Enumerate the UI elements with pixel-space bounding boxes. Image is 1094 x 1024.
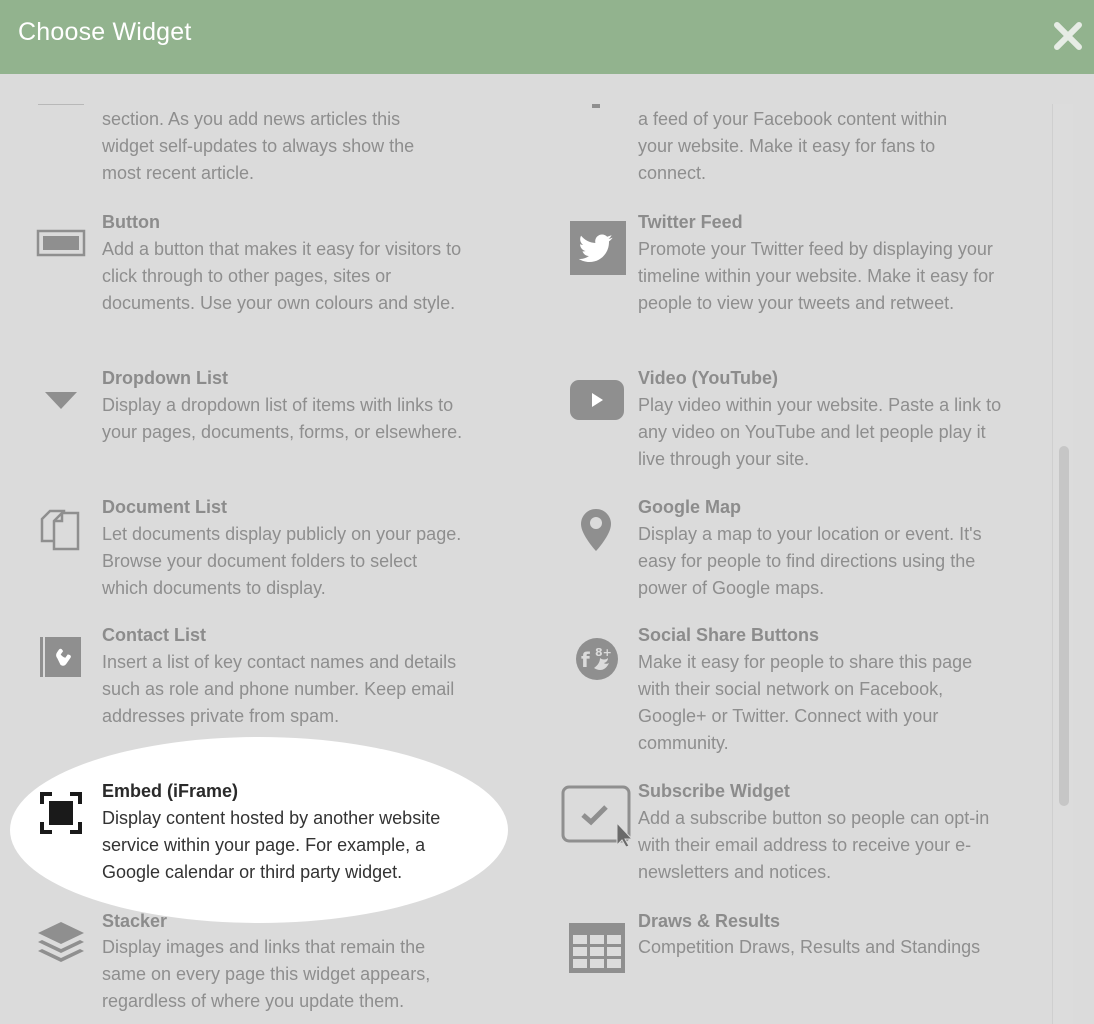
social-share-icon [574,636,630,692]
widget-title: Button [102,212,160,232]
widget-desc: a feed of your Facebook content within your website. Make it easy for fans to connect. [638,109,948,183]
widget-title: Google Map [638,497,741,517]
widget-title: Stacker [102,911,168,931]
widget-desc: Make it easy for people to share this page with their social network on Facebook, Google+ or Twitter. Connect with your community. [638,652,973,753]
contact-book-icon [40,636,96,692]
widget-desc: section. As you add news articles this widget self-updates to always show the most recent article. [102,109,415,183]
widget-title: Social Share Buttons [638,625,820,645]
dialog-header [0,0,1094,74]
widget-desc: Play video within your website. Paste a link to any video on YouTube and let people play it live through your site. [638,395,1002,469]
scrollbar-thumb[interactable] [1059,446,1069,806]
widget-title: Document List [102,497,228,517]
grid-table-icon [568,922,624,978]
widget-title: Embed (iFrame) [102,781,239,801]
widget-title: Draws & Results [638,911,781,931]
widget-desc: Add a button that makes it easy for visitors to click through to other pages, sites or documents. Use your own colours and style. [102,239,462,313]
widget-title: Twitter Feed [638,212,743,232]
documents-icon [40,505,96,561]
widget-desc: Insert a list of key contact names and details such as role and phone number. Keep email addresses private from spam. [102,652,457,726]
map-pin-icon [580,508,636,564]
layers-icon [36,920,92,976]
widget-desc: Add a subscribe button so people can opt-in with their email address to receive your e-newsletters and notices. [638,808,990,882]
widget-desc: Display a dropdown list of items with links to your pages, documents, forms, or elsewhere. [102,395,463,442]
widget-desc: Promote your Twitter feed by displaying your timeline within your website. Make it easy for people to view your tweets and retweet. [638,239,995,313]
widget-desc: Display a map to your location or event. It's easy for people to find directions using the power of Google maps. [638,524,982,598]
youtube-icon [570,380,626,436]
widget-title: Video (YouTube) [638,368,778,388]
news-partial-divider [38,104,84,105]
widget-title: Subscribe Widget [638,781,790,801]
button-icon [36,226,92,282]
widget-desc: Competition Draws, Results and Standings [638,937,981,957]
widget-title: Dropdown List [102,368,228,388]
close-icon[interactable] [1052,20,1084,52]
svg-text:f: f [581,648,590,672]
embed-frame-icon [40,792,96,848]
twitter-icon [570,221,626,277]
widget-title: Contact List [102,625,207,645]
widget-desc: Display images and links that remain the same on every page this widget appears, regardless of where you update them. [102,937,431,1011]
widget-desc: Display content hosted by another website service within your page. For example, a Google calendar or third party widget. [102,808,441,882]
dialog-title: Choose Widget [18,18,192,46]
dropdown-arrow-icon [44,390,100,446]
subscribe-check-icon [561,785,617,841]
facebook-partial-icon [592,104,600,108]
svg-text:8+: 8+ [595,646,612,659]
widget-desc: Let documents display publicly on your page. Browse your document folders to select which documents to display. [102,524,462,598]
